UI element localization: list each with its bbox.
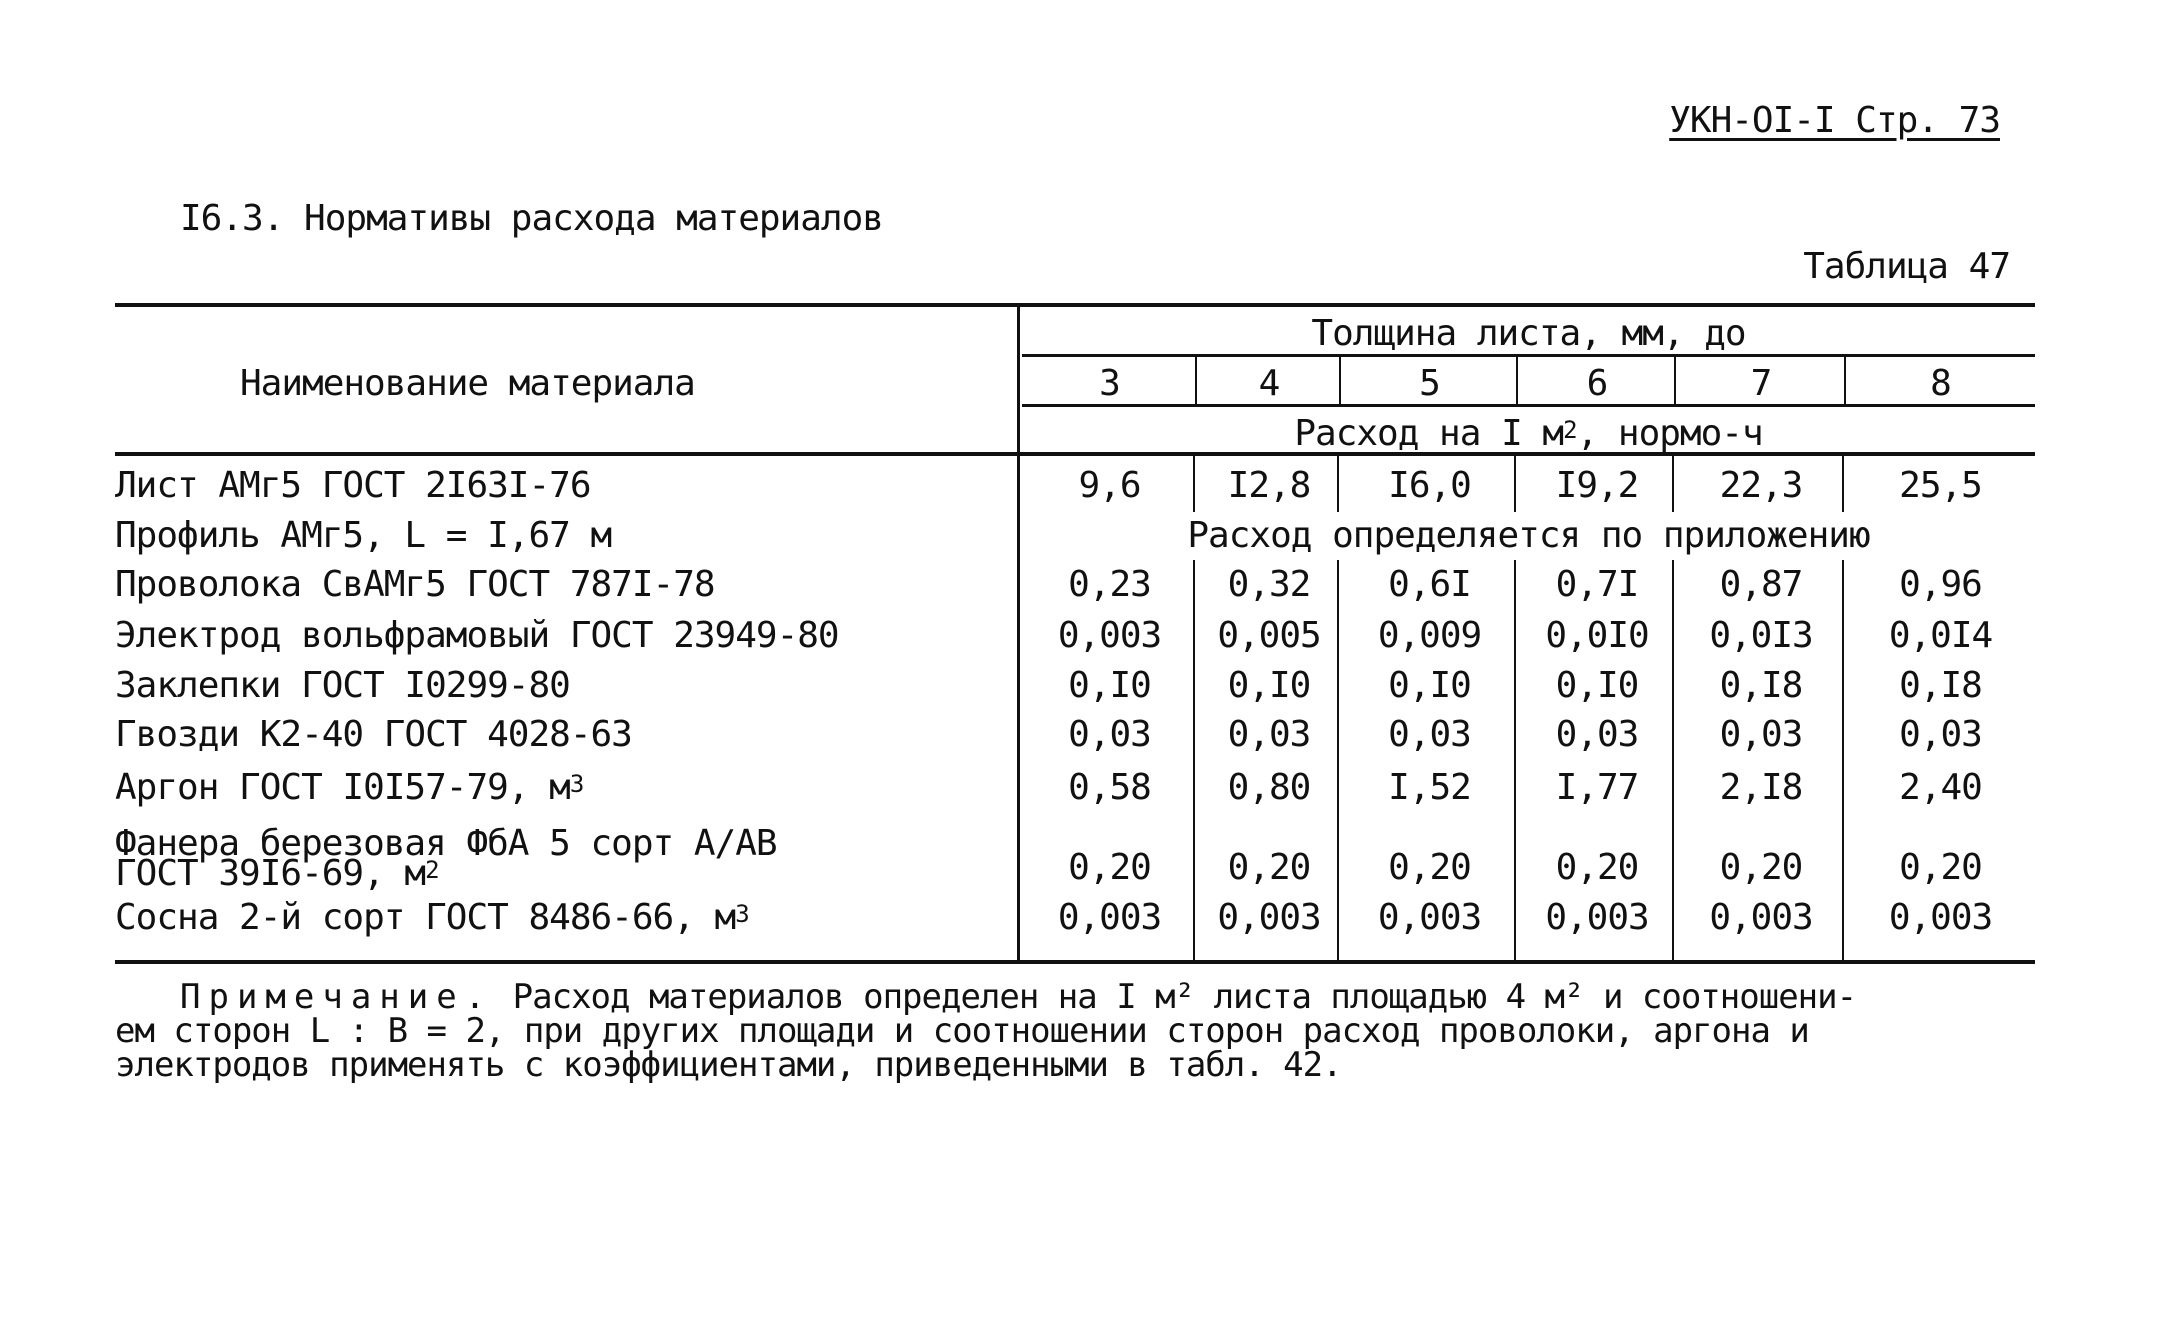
value-cell: 0,I8	[1899, 665, 1982, 706]
material-name-line-2: ГОСТ 39I6-69, $м^2$	[115, 853, 439, 894]
name-column-divider	[1017, 303, 1020, 962]
value-cell: 0,I0	[1388, 665, 1471, 706]
note-text-1: Расход материалов определен на I м² листа площадью 4 м² и соотношени-	[512, 977, 1857, 1017]
material-name: Гвозди К2-40 ГОСТ 4028-63	[115, 714, 632, 755]
value-cell: 0,003	[1057, 897, 1162, 938]
value-cell: 0,20	[1388, 847, 1471, 888]
table-note	[115, 977, 2035, 1085]
value-cell: 0,003	[1057, 615, 1162, 656]
section-title: I6.3. Нормативы расхода материалов	[180, 198, 883, 239]
value-cell: 0,20	[1227, 847, 1311, 888]
table-bottom-rule	[115, 960, 2035, 964]
value-cell: 0,I0	[1555, 665, 1639, 706]
material-name: Сосна 2-й сорт ГОСТ 8486-66, $м^3$	[115, 897, 749, 938]
value-cell: 0,003	[1709, 897, 1813, 938]
note-line-3: электродов применять с коэффициентами, приведенными в табл. 42.	[115, 1045, 1342, 1085]
value-cell: 0,I0	[1227, 665, 1311, 706]
value-cell: 0,96	[1899, 564, 1982, 605]
value-cell: 0,005	[1217, 615, 1321, 656]
value-cell: 0,20	[1719, 847, 1803, 888]
value-cell: 0,003	[1217, 897, 1321, 938]
material-name-header: Наименование материала	[240, 363, 695, 404]
note-line-2: ем сторон L : В = 2, при других площади и соотношении сторон расход проволоки, аргона и	[115, 1011, 1809, 1051]
value-cell: 0,6I	[1388, 564, 1471, 605]
value-cell: 2,I8	[1719, 767, 1803, 808]
page-reference: УКН-ОI-I Стр. 73	[1669, 100, 2000, 141]
value-cell: 0,20	[1555, 847, 1639, 888]
note-lead: Примечание.	[180, 977, 494, 1017]
material-name: Проволока СвАМг5 ГОСТ 787I-78	[115, 564, 715, 605]
unit-superscript: 2	[425, 856, 439, 884]
consumption-header-text: Расход на I м	[1294, 413, 1564, 454]
value-cell: I,52	[1388, 767, 1471, 808]
value-cell: 0,03	[1899, 714, 1982, 755]
value-cell: 0,20	[1068, 847, 1151, 888]
thickness-value: 8	[1930, 363, 1951, 404]
table-top-rule	[115, 303, 2035, 307]
value-cell: 0,23	[1068, 564, 1151, 605]
value-cell: 0,03	[1719, 714, 1803, 755]
thickness-value: 6	[1586, 363, 1608, 404]
note-line-1	[115, 977, 2035, 1017]
value-cell: 0,0I3	[1709, 615, 1813, 656]
material-name: Заклепки ГОСТ I0299-80	[115, 665, 570, 706]
value-cell: 0,7I	[1555, 564, 1639, 605]
material-name: Аргон ГОСТ I0I57-79, $м^3$	[115, 767, 584, 808]
value-cell: I,77	[1555, 767, 1639, 808]
value-cell: 0,I8	[1719, 665, 1803, 706]
material-name: Фанера березовая ФбА 5 сорт А/АВ	[115, 823, 777, 864]
value-cell: 0,58	[1068, 767, 1151, 808]
value-cell: I2,8	[1227, 465, 1311, 506]
value-cell: 0,003	[1377, 897, 1482, 938]
thickness-value: 5	[1419, 363, 1440, 404]
value-cell: 0,87	[1719, 564, 1803, 605]
value-cell: 0,I0	[1068, 665, 1151, 706]
value-cell: I9,2	[1555, 465, 1639, 506]
material-name: Профиль АМг5, L = I,67 м	[115, 515, 612, 556]
value-cell: 0,20	[1899, 847, 1982, 888]
value-cell: 22,3	[1719, 465, 1803, 506]
thickness-header: Толщина листа, мм, до	[1311, 313, 1746, 354]
table-label: Таблица 47	[1803, 246, 2010, 287]
value-cell: 2,40	[1899, 767, 1982, 808]
unit-superscript: 3	[569, 770, 584, 798]
value-cell: 0,03	[1388, 714, 1471, 755]
merged-note-cell: Расход определяется по приложению	[1022, 514, 2035, 558]
value-cell: 9,6	[1078, 465, 1141, 506]
thickness-value: 7	[1750, 363, 1772, 404]
consumption-header-unit: , нормо-ч	[1576, 413, 1763, 454]
value-cell: 25,5	[1899, 465, 1982, 506]
material-name: Электрод вольфрамовый ГОСТ 23949-80	[115, 615, 839, 656]
value-cell: 0,0I4	[1888, 615, 1993, 656]
thickness-value: 4	[1258, 363, 1280, 404]
material-name: Лист АМг5 ГОСТ 2I63I-76	[115, 465, 591, 506]
value-cell: 0,03	[1555, 714, 1639, 755]
value-cell: 0,32	[1227, 564, 1311, 605]
value-cell: 0,009	[1377, 615, 1482, 656]
thickness-value: 3	[1099, 363, 1120, 404]
unit-superscript: 3	[735, 900, 749, 928]
value-cell: 0,0I0	[1545, 615, 1649, 656]
value-cell: 0,03	[1068, 714, 1151, 755]
value-cell: 0,003	[1888, 897, 1993, 938]
consumption-header	[1022, 412, 2035, 456]
value-cell: 0,003	[1545, 897, 1649, 938]
value-cell: 0,03	[1227, 714, 1311, 755]
value-cell: 0,80	[1227, 767, 1311, 808]
value-cell: I6,0	[1388, 465, 1471, 506]
consumption-header-sup: 2	[1563, 416, 1577, 444]
